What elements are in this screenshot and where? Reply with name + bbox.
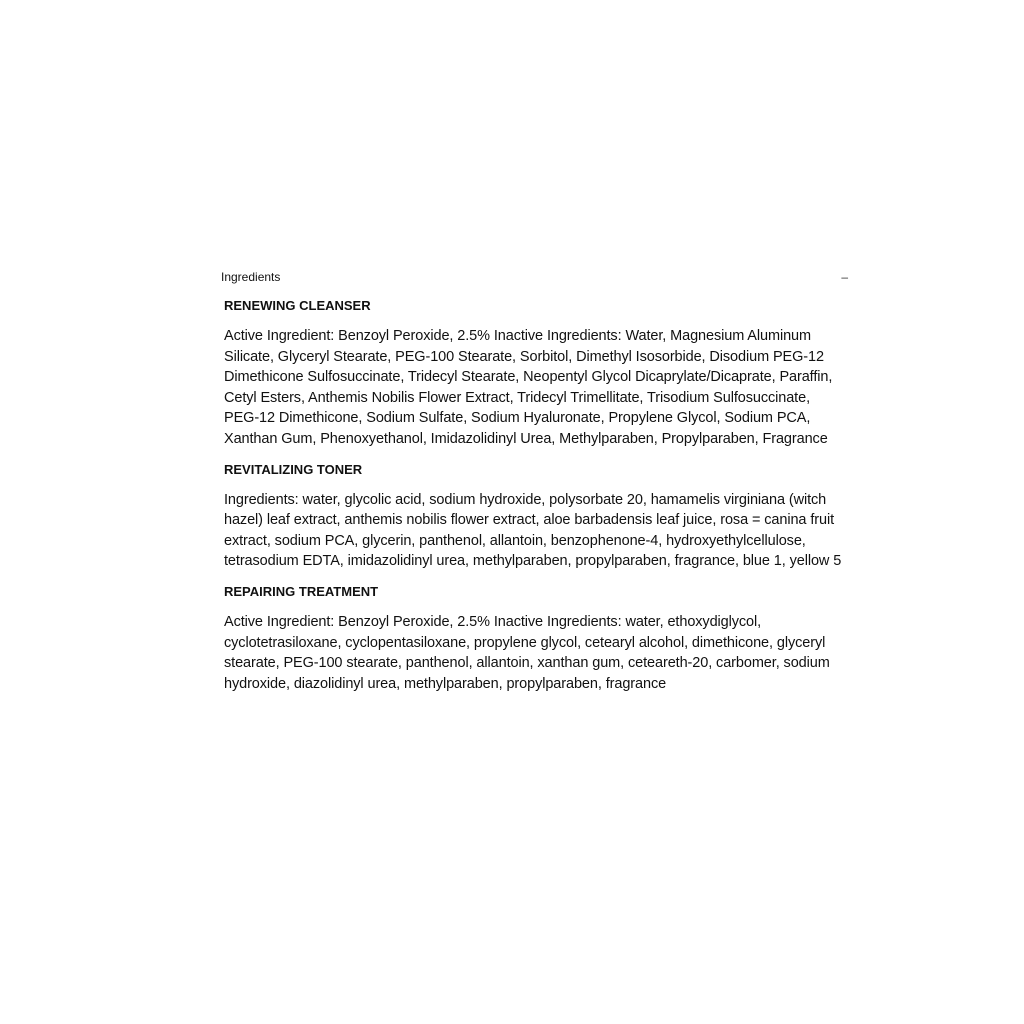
section-repairing-treatment [224, 582, 848, 694]
ingredients-accordion-header[interactable] [221, 266, 848, 288]
section-ingredients-text: Active Ingredient: Benzoyl Peroxide, 2.5% Inactive Ingredients: water, ethoxydiglycol, cyclotetrasiloxane, cyclopentasiloxane, propylene glycol, cetearyl alcohol, dimethicone, glyceryl stearate, PEG-100 stearate, panthenol, allantoin, xanthan gum, ceteareth-20, carbomer, sodium hydroxide, diazolidinyl urea, methylparaben, propylparaben, fragrance [224, 613, 830, 692]
section-heading: REPAIRING TREATMENT [224, 583, 379, 599]
section-renewing-cleanser [224, 296, 848, 450]
section-ingredients-text: Active Ingredient: Benzoyl Peroxide, 2.5% Inactive Ingredients: Water, Magnesium Aluminum Silicate, Glyceryl Stearate, PEG-100 Stearate, Sorbitol, Dimethyl Isosorbide, Disodium PEG-12 Dimethicone Sulfosuccinate, Tridecyl Stearate, Neopentyl Glycol Dicaprylate/Dicaprate, Paraffin, Cetyl Esters, Anthemis Nobilis Flower Extract, Tridecyl Trimellitate, Trisodium Sulfosuccinate, PEG-12 Dimethicone, Sodium Sulfate, Sodium Hyaluronate, Propylene Glycol, Sodium PCA, Xanthan Gum, Phenoxyethanol, Imidazolidinyl Urea, Methylparaben, Propylparaben, Fragrance [224, 328, 833, 447]
collapse-icon[interactable]: – [841, 270, 848, 284]
accordion-body [221, 288, 848, 694]
section-revitalizing-toner [224, 460, 848, 572]
section-ingredients-text: Ingredients: water, glycolic acid, sodium hydroxide, polysorbate 20, hamamelis virginiana (witch hazel) leaf extract, anthemis nobilis flower extract, aloe barbadensis leaf juice, rosa = canina fruit extract, sodium PCA, glycerin, panthenol, allantoin, benzophenone-4, hydroxyethylcellulose, tetrasodium EDTA, imidazolidinyl urea, methylparaben, propylparaben, fragrance, blue 1, yellow 5 [224, 491, 842, 570]
section-heading: REVITALIZING TONER [224, 461, 363, 477]
ingredients-accordion [221, 266, 848, 704]
section-heading: RENEWING CLEANSER [224, 298, 371, 313]
accordion-title: Ingredients [221, 270, 281, 284]
